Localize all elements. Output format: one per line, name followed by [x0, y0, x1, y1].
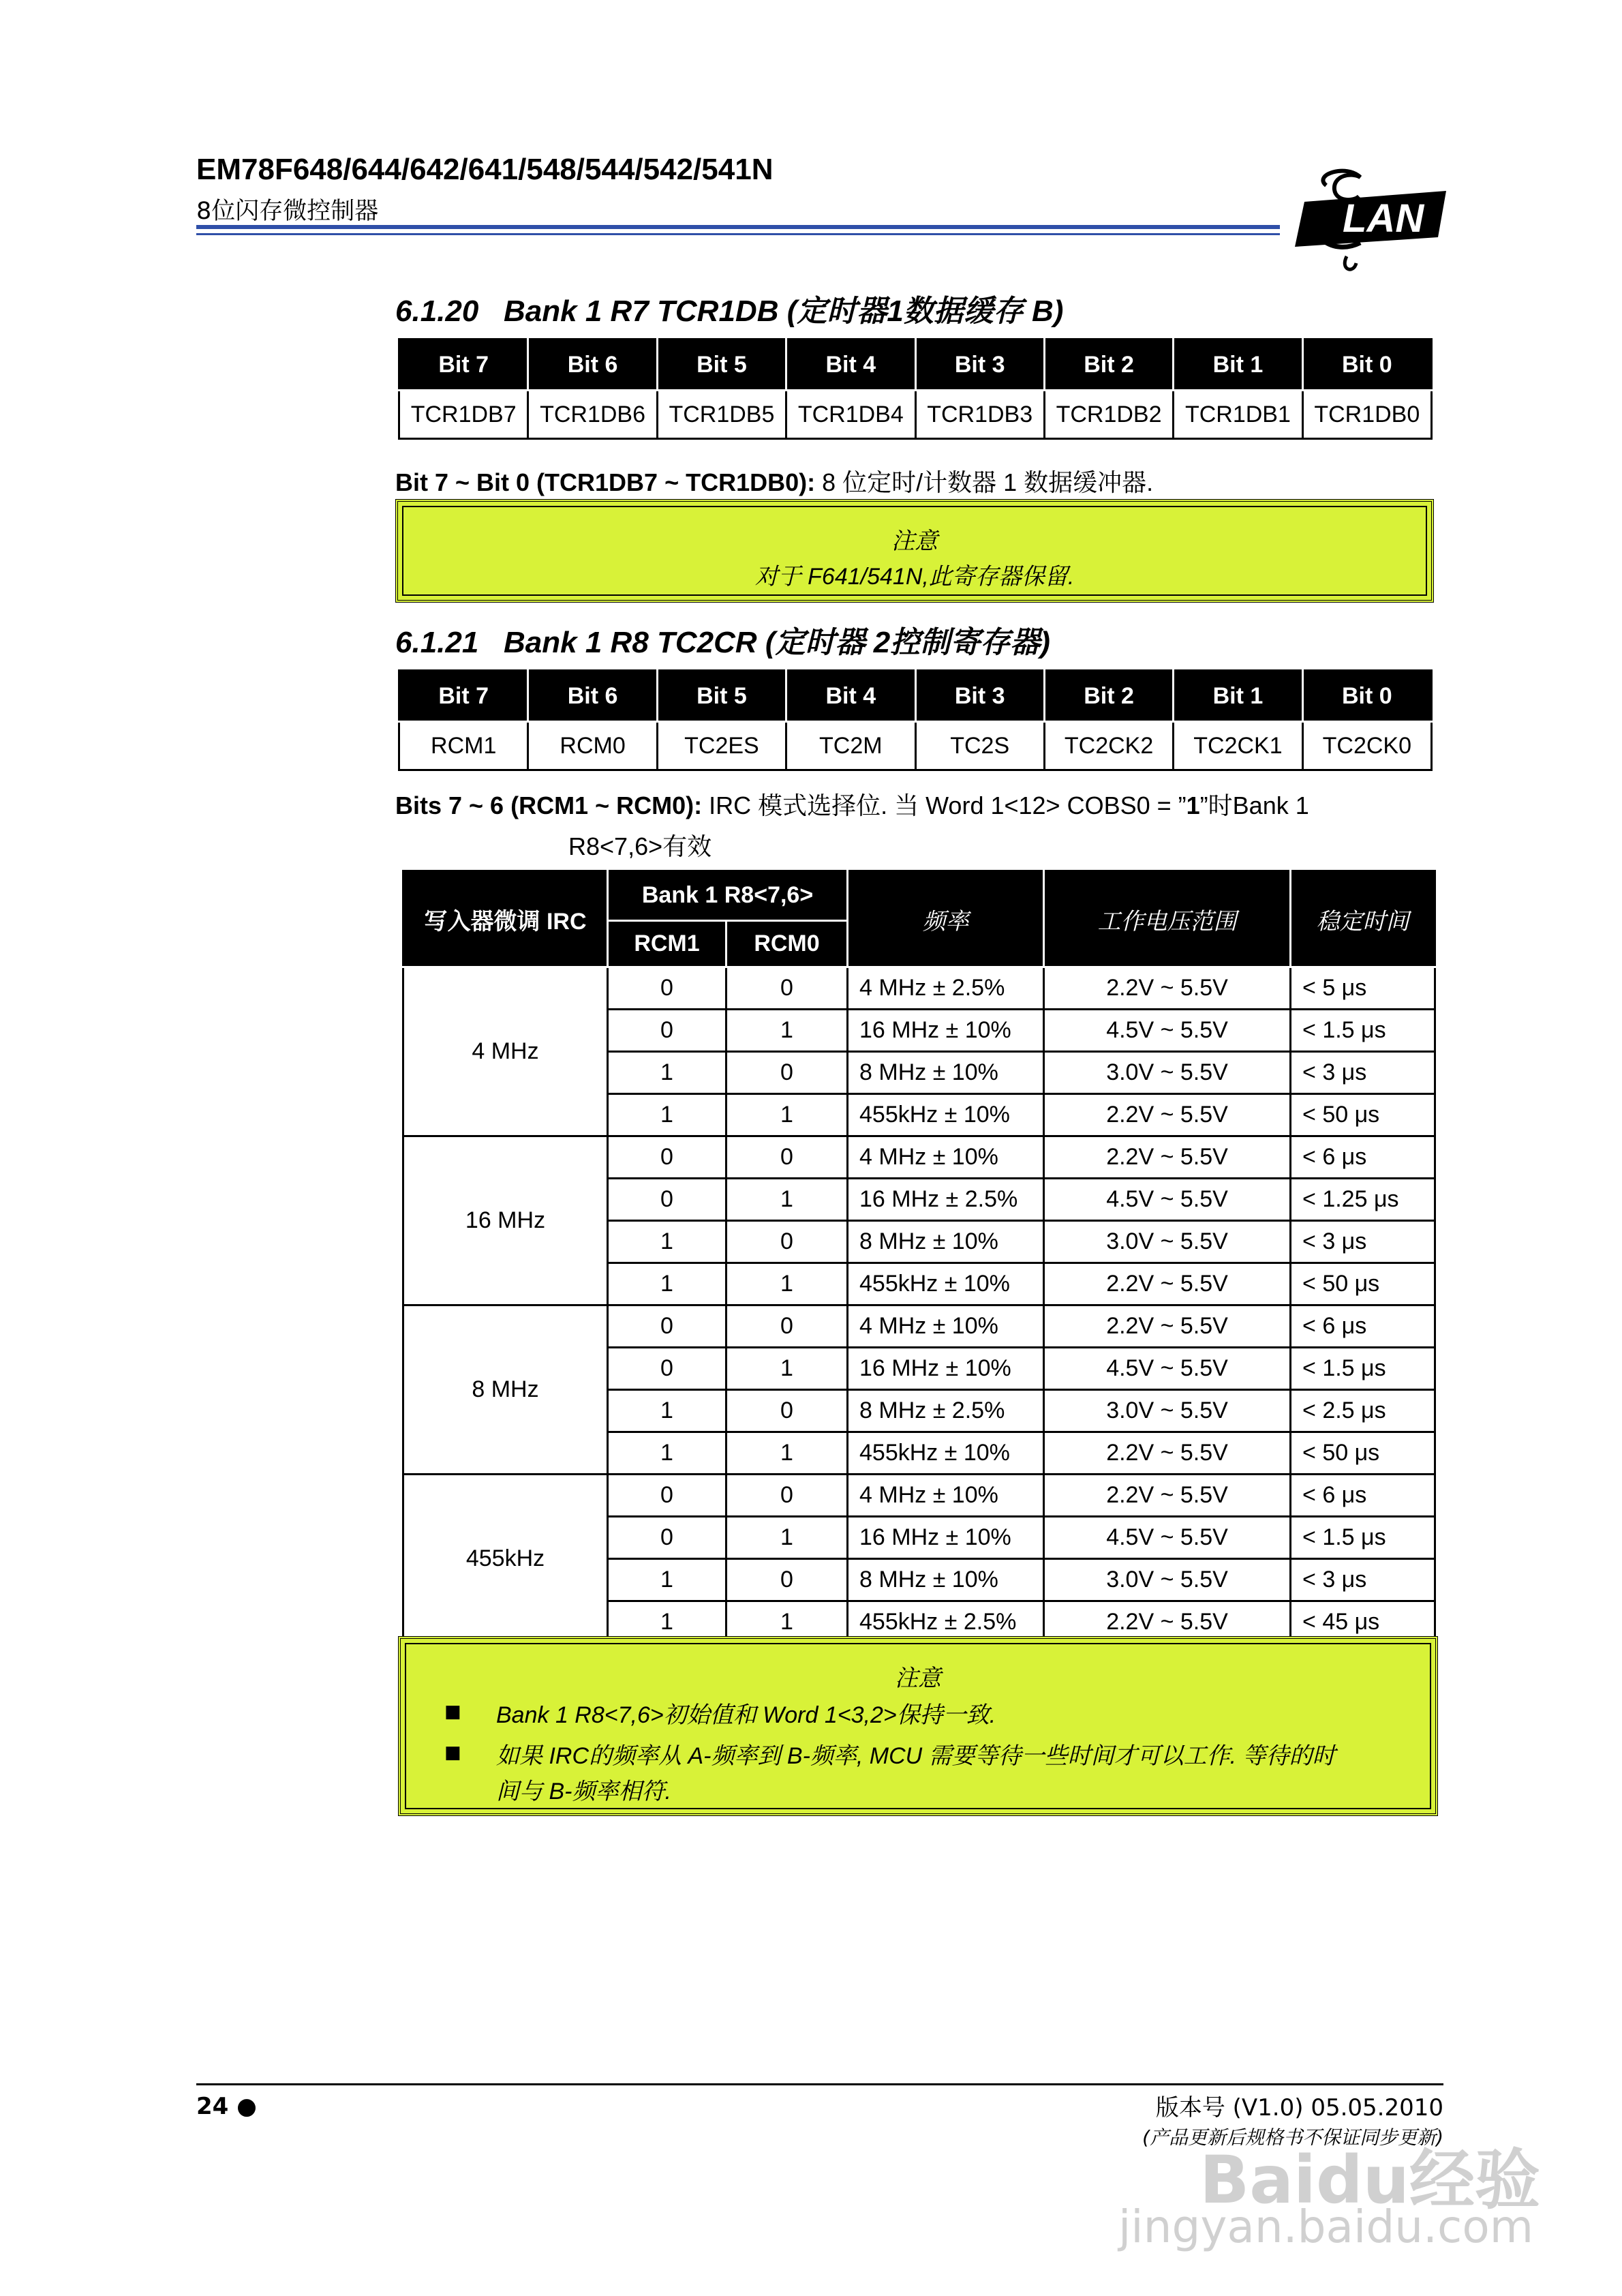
note-title: 注意 — [891, 528, 938, 555]
bit-value: TC2M — [786, 722, 915, 770]
bit-value: TC2ES — [657, 722, 786, 770]
frequency-cell: 4 MHz ± 10% — [848, 1305, 1044, 1348]
bit-header: Bit 3 — [915, 671, 1044, 722]
frequency-cell: 4 MHz ± 10% — [848, 1475, 1044, 1517]
header-rule — [196, 225, 1280, 229]
header-voltage: 工作电压范围 — [1044, 871, 1291, 967]
table-row — [403, 1475, 1435, 1517]
voltage-cell: 2.2V ~ 5.5V — [1044, 1094, 1291, 1136]
voltage-cell: 2.2V ~ 5.5V — [1044, 1432, 1291, 1475]
note-item-1: Bank 1 R8<7,6>初始值和 Word 1<3,2>保持一致. — [496, 1702, 996, 1728]
header-writer-irc: 写入器微调 IRC — [403, 871, 608, 967]
bit-value: TC2CK2 — [1044, 722, 1173, 770]
rcm0-cell: 0 — [726, 1390, 848, 1432]
stable-time-cell: < 50 μs — [1291, 1094, 1435, 1136]
rcm1-cell: 1 — [608, 1601, 726, 1644]
voltage-cell: 4.5V ~ 5.5V — [1044, 1010, 1291, 1052]
note-title: 注意 — [895, 1665, 941, 1692]
rcm1-cell: 1 — [608, 1263, 726, 1305]
voltage-cell: 2.2V ~ 5.5V — [1044, 1305, 1291, 1348]
elan-logo — [1285, 161, 1446, 274]
stable-time-cell: < 1.5 μs — [1291, 1010, 1435, 1052]
section-heading-6-1-21 — [395, 618, 1050, 661]
version-text: 版本号 (V1.0) 05.05.2010 — [1155, 2094, 1443, 2121]
bit-header: Bit 2 — [1044, 339, 1173, 391]
stable-time-cell: < 50 μs — [1291, 1263, 1435, 1305]
header-frequency: 频率 — [848, 871, 1044, 967]
rcm0-cell: 1 — [726, 1263, 848, 1305]
rcm1-cell: 1 — [608, 1390, 726, 1432]
frequency-cell: 16 MHz ± 10% — [848, 1010, 1044, 1052]
bit-value: TCR1DB0 — [1302, 391, 1431, 439]
stable-time-cell: < 45 μs — [1291, 1601, 1435, 1644]
section-number: 6.1.21 — [395, 626, 479, 659]
footer-rule — [196, 2083, 1443, 2085]
stable-time-cell: < 6 μs — [1291, 1136, 1435, 1179]
desc-text: IRC 模式选择位. 当 Word 1<12> COBS0 = ” — [702, 791, 1187, 819]
bit-header: Bit 1 — [1174, 339, 1302, 391]
section-title: Bank 1 R7 TCR1DB (定时器1数据缓存 B) — [504, 294, 1064, 328]
page-number: 24 ● — [196, 2093, 257, 2120]
stable-time-cell: < 1.5 μs — [1291, 1348, 1435, 1390]
stable-time-cell: < 50 μs — [1291, 1432, 1435, 1475]
frequency-cell: 8 MHz ± 10% — [848, 1221, 1044, 1263]
bit-header: Bit 7 — [399, 671, 528, 722]
bullet-icon: ■ — [444, 1702, 461, 1722]
bullet-icon: ■ — [444, 1742, 461, 1763]
bit-description — [395, 464, 1153, 498]
voltage-cell: 4.5V ~ 5.5V — [1044, 1517, 1291, 1559]
bit-header: Bit 2 — [1044, 671, 1173, 722]
rcm1-cell: 1 — [608, 1221, 726, 1263]
voltage-cell: 3.0V ~ 5.5V — [1044, 1559, 1291, 1601]
bit-header: Bit 6 — [528, 339, 657, 391]
frequency-cell: 8 MHz ± 10% — [848, 1559, 1044, 1601]
rcm0-cell: 1 — [726, 1432, 848, 1475]
rcm1-cell: 1 — [608, 1052, 726, 1094]
bit-value: TC2CK1 — [1174, 722, 1302, 770]
section-title: Bank 1 R8 TC2CR (定时器 2控制寄存器) — [504, 626, 1050, 659]
bit-value: TCR1DB3 — [915, 391, 1044, 439]
rcm0-cell: 0 — [726, 1475, 848, 1517]
voltage-cell: 3.0V ~ 5.5V — [1044, 1221, 1291, 1263]
frequency-cell: 16 MHz ± 2.5% — [848, 1179, 1044, 1221]
bit-value: TCR1DB7 — [399, 391, 528, 439]
bit-header: Bit 5 — [657, 339, 786, 391]
voltage-cell: 4.5V ~ 5.5V — [1044, 1179, 1291, 1221]
irc-frequency-table — [402, 870, 1436, 1644]
stable-time-cell: < 3 μs — [1291, 1052, 1435, 1094]
rcm0-cell: 0 — [726, 1221, 848, 1263]
rcm0-cell: 1 — [726, 1094, 848, 1136]
rcm0-cell: 1 — [726, 1517, 848, 1559]
table-row — [403, 1136, 1435, 1179]
header-bank-r8: Bank 1 R8<7,6> — [608, 871, 848, 921]
rcm0-cell: 0 — [726, 1559, 848, 1601]
stable-time-cell: < 1.25 μs — [1291, 1179, 1435, 1221]
bit-header: Bit 1 — [1174, 671, 1302, 722]
rcm1-cell: 0 — [608, 1136, 726, 1179]
desc-text: 8 位定时/计数器 1 数据缓冲器. — [815, 468, 1154, 496]
writer-irc-cell: 8 MHz — [403, 1305, 608, 1475]
bit-value: TC2CK0 — [1302, 722, 1431, 770]
section-heading-6-1-20 — [395, 286, 1063, 330]
header-rcm1: RCM1 — [608, 920, 726, 967]
stable-time-cell: < 6 μs — [1291, 1475, 1435, 1517]
writer-irc-cell: 455kHz — [403, 1475, 608, 1644]
voltage-cell: 3.0V ~ 5.5V — [1044, 1052, 1291, 1094]
frequency-cell: 455kHz ± 10% — [848, 1432, 1044, 1475]
note-box-1 — [395, 499, 1434, 603]
frequency-cell: 455kHz ± 10% — [848, 1263, 1044, 1305]
stable-time-cell: < 6 μs — [1291, 1305, 1435, 1348]
bit-value: TCR1DB1 — [1174, 391, 1302, 439]
stable-time-cell: < 3 μs — [1291, 1559, 1435, 1601]
bit-header: Bit 0 — [1302, 671, 1431, 722]
frequency-cell: 4 MHz ± 10% — [848, 1136, 1044, 1179]
rcm-description-line2: R8<7,6>有效 — [568, 832, 712, 860]
rcm0-cell: 0 — [726, 1136, 848, 1179]
bit-value: TC2S — [915, 722, 1044, 770]
register-table-tc2cr — [398, 669, 1433, 771]
voltage-cell: 4.5V ~ 5.5V — [1044, 1348, 1291, 1390]
voltage-cell: 2.2V ~ 5.5V — [1044, 1136, 1291, 1179]
frequency-cell: 4 MHz ± 2.5% — [848, 967, 1044, 1010]
table-row — [403, 967, 1435, 1010]
header-stable-time: 稳定时间 — [1291, 871, 1435, 967]
section-number: 6.1.20 — [395, 294, 479, 328]
bit-value: TCR1DB5 — [657, 391, 786, 439]
bit-header: Bit 0 — [1302, 339, 1431, 391]
rcm1-cell: 1 — [608, 1559, 726, 1601]
rcm0-cell: 1 — [726, 1010, 848, 1052]
header-rcm0: RCM0 — [726, 920, 848, 967]
rcm1-cell: 0 — [608, 1348, 726, 1390]
voltage-cell: 2.2V ~ 5.5V — [1044, 1475, 1291, 1517]
voltage-cell: 2.2V ~ 5.5V — [1044, 1263, 1291, 1305]
stable-time-cell: < 2.5 μs — [1291, 1390, 1435, 1432]
rcm0-cell: 0 — [726, 967, 848, 1010]
document-subtitle: 8位闪存微控制器 — [196, 198, 379, 225]
baidu-watermark-url: jingyan.baidu.com — [1118, 2201, 1533, 2253]
rcm0-cell: 1 — [726, 1348, 848, 1390]
rcm1-cell: 0 — [608, 1305, 726, 1348]
stable-time-cell: < 1.5 μs — [1291, 1517, 1435, 1559]
baidu-watermark: Baidu经验 — [1199, 2142, 1540, 2218]
bit-header: Bit 3 — [915, 339, 1044, 391]
voltage-cell: 3.0V ~ 5.5V — [1044, 1390, 1291, 1432]
rcm1-cell: 0 — [608, 1475, 726, 1517]
note-item-2: 如果 IRC的频率从 A-频率到 B-频率, MCU 需要等待一些时间才可以工作. 等待的时 — [496, 1743, 1336, 1769]
desc-bold-value: 1 — [1186, 791, 1200, 819]
frequency-cell: 8 MHz ± 2.5% — [848, 1390, 1044, 1432]
rcm1-cell: 0 — [608, 1179, 726, 1221]
frequency-cell: 455kHz ± 2.5% — [848, 1601, 1044, 1644]
rcm-description — [395, 787, 1309, 821]
table-row — [403, 1305, 1435, 1348]
rcm0-cell: 0 — [726, 1052, 848, 1094]
rcm1-cell: 0 — [608, 1010, 726, 1052]
version-label — [1156, 2089, 1443, 2122]
header-rule-thin — [196, 233, 1280, 235]
rcm1-cell: 1 — [608, 1432, 726, 1475]
rcm0-cell: 0 — [726, 1305, 848, 1348]
bit-header: Bit 6 — [528, 671, 657, 722]
desc-text-tail: ”时Bank 1 — [1199, 791, 1309, 819]
note-text: 对于 F641/541N,此寄存器保留. — [754, 564, 1075, 590]
rcm0-cell: 1 — [726, 1179, 848, 1221]
frequency-cell: 16 MHz ± 10% — [848, 1348, 1044, 1390]
bit-header: Bit 7 — [399, 339, 528, 391]
bit-header: Bit 5 — [657, 671, 786, 722]
desc-bold: Bit 7 ~ Bit 0 (TCR1DB7 ~ TCR1DB0): — [395, 468, 816, 496]
note-box-2 — [398, 1636, 1438, 1816]
rcm1-cell: 0 — [608, 1517, 726, 1559]
desc-bold: Bits 7 ~ 6 (RCM1 ~ RCM0): — [395, 791, 703, 819]
bit-header: Bit 4 — [786, 671, 915, 722]
rcm0-cell: 1 — [726, 1601, 848, 1644]
frequency-cell: 455kHz ± 10% — [848, 1094, 1044, 1136]
note-item-2-cont: 间与 B-频率相符. — [496, 1779, 671, 1804]
writer-irc-cell: 4 MHz — [403, 967, 608, 1136]
writer-irc-cell: 16 MHz — [403, 1136, 608, 1305]
rcm1-cell: 1 — [608, 1094, 726, 1136]
rcm1-cell: 0 — [608, 967, 726, 1010]
frequency-cell: 16 MHz ± 10% — [848, 1517, 1044, 1559]
stable-time-cell: < 5 μs — [1291, 967, 1435, 1010]
bit-value: TCR1DB6 — [528, 391, 657, 439]
bit-value: TCR1DB2 — [1044, 391, 1173, 439]
stable-time-cell: < 3 μs — [1291, 1221, 1435, 1263]
version-note: (产品更新后规格书不保证同步更新) — [1142, 2126, 1443, 2149]
bit-header: Bit 4 — [786, 339, 915, 391]
bit-value: RCM1 — [399, 722, 528, 770]
register-table-tcr1db — [398, 338, 1433, 440]
svg-text:LAN: LAN — [1343, 196, 1424, 241]
bit-value: TCR1DB4 — [786, 391, 915, 439]
frequency-cell: 8 MHz ± 10% — [848, 1052, 1044, 1094]
bit-value: RCM0 — [528, 722, 657, 770]
voltage-cell: 2.2V ~ 5.5V — [1044, 967, 1291, 1010]
voltage-cell: 2.2V ~ 5.5V — [1044, 1601, 1291, 1644]
document-title: EM78F648/644/642/641/548/544/542/541N — [196, 153, 774, 186]
